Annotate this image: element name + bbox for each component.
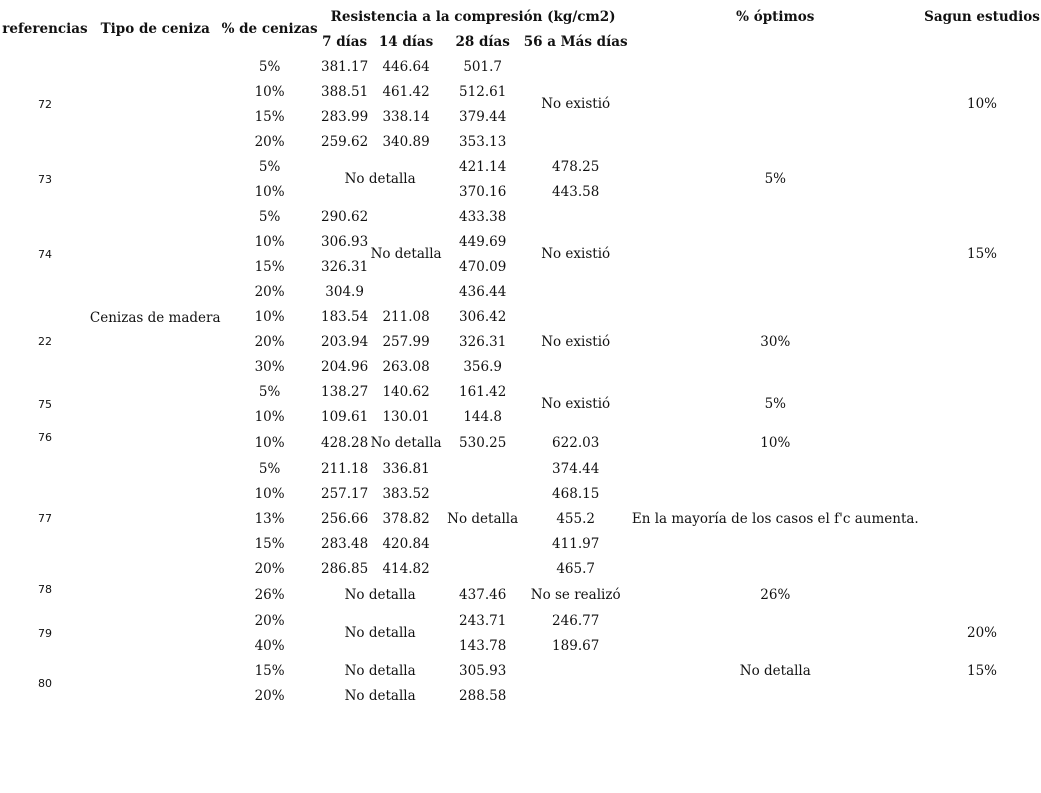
d28-cell: 433.38 (459, 208, 507, 225)
d14-cell: 383.52 (382, 485, 430, 502)
d56-cell: 465.7 (556, 560, 595, 577)
d56-cell: 374.44 (552, 460, 600, 477)
d28-cell: 288.58 (459, 687, 507, 704)
d14-cell: 461.42 (382, 83, 430, 100)
estudios-cell: 15% (966, 246, 997, 262)
ref-cell: 79 (37, 626, 52, 640)
pct-cell: 15% (254, 258, 285, 275)
d7-cell: 304.9 (325, 283, 364, 300)
d7-cell: 428.28 (320, 434, 369, 451)
d14-cell: 140.62 (382, 383, 430, 400)
ref-cell: 22 (37, 335, 52, 348)
optimos-cell: 30% (760, 333, 791, 350)
d7-cell: 290.62 (320, 208, 369, 225)
d28-cell: No detalla (447, 510, 519, 527)
d14-cell: 414.82 (382, 560, 430, 577)
d7-cell: 203.94 (320, 333, 369, 350)
table-row (0, 54, 1041, 79)
d7-cell: 286.85 (320, 560, 369, 577)
d7-cell: 211.18 (320, 460, 369, 477)
d14-cell: 378.82 (382, 510, 430, 527)
no-detalla-cell: No detalla (370, 246, 442, 262)
d28-cell: 353.13 (459, 133, 507, 150)
pct-cell: 20% (254, 560, 285, 577)
optimos-cell: 5% (764, 396, 786, 412)
pct-cell: 40% (254, 637, 285, 654)
ref-cell: 78 (37, 583, 52, 596)
optimos-cell: No detalla (739, 662, 811, 679)
no-detalla-cell: No detalla (344, 171, 416, 187)
pct-cell: 5% (258, 383, 281, 400)
ref-cell: 72 (37, 97, 52, 111)
pct-cell: 15% (254, 108, 285, 125)
pct-cell: 26% (254, 586, 285, 603)
optimos-cell: 26% (760, 586, 791, 603)
header-tipo-ceniza: Tipo de ceniza (100, 21, 210, 37)
pct-cell: 20% (254, 687, 285, 704)
d14-cell: 340.89 (382, 133, 430, 150)
d56-cell: No se realizó (530, 586, 621, 603)
d7-cell: 306.93 (320, 233, 369, 250)
d28-cell: 379.44 (459, 108, 507, 125)
d14-cell: 263.08 (382, 358, 430, 375)
d56-cell: 478.25 (552, 158, 600, 175)
d28-cell: 530.25 (459, 434, 507, 451)
header-7-dias: 7 días (322, 34, 368, 50)
d28-cell: 421.14 (459, 158, 507, 175)
optimos-cell: En la mayoría de los casos el f'c aumenta. (631, 510, 919, 527)
d56-cell: No existió (541, 96, 611, 112)
d14-cell: 130.01 (382, 408, 430, 425)
ref-cell: 75 (37, 397, 52, 411)
header-referencias: referencias (2, 21, 88, 37)
pct-cell: 10% (254, 233, 285, 250)
d28-cell: 161.42 (459, 383, 507, 400)
no-detalla-cell: No detalla (344, 687, 416, 704)
header-optimos: % óptimos (736, 9, 815, 25)
d14-cell: 336.81 (382, 460, 430, 477)
pct-cell: 15% (254, 535, 285, 552)
d56-cell: 622.03 (552, 434, 600, 451)
table-row (0, 581, 1041, 608)
d28-cell: 370.16 (459, 183, 507, 200)
d28-cell: 306.42 (459, 308, 507, 325)
d7-cell: 283.99 (320, 108, 369, 125)
pct-cell: 5% (258, 208, 281, 225)
d56-cell: No existió (541, 333, 611, 350)
pct-cell: 10% (254, 308, 285, 325)
d28-cell: 243.71 (459, 612, 507, 629)
d7-cell: 326.31 (320, 258, 369, 275)
no-detalla-cell: No detalla (344, 586, 416, 603)
d7-cell: 183.54 (320, 308, 369, 325)
d56-cell: 411.97 (552, 535, 600, 552)
pct-cell: 10% (254, 83, 285, 100)
pct-cell: 10% (254, 485, 285, 502)
header-resistencia: Resistencia a la compresión (kg/cm2) (330, 9, 616, 25)
header-estudios: Sagun estudios (924, 9, 1040, 25)
d28-cell: 501.7 (463, 58, 502, 75)
header-56-dias: 56 a Más días (523, 34, 628, 50)
pct-cell: 5% (258, 460, 281, 477)
estudios-cell: 10% (966, 96, 997, 112)
d28-cell: 512.61 (459, 83, 507, 100)
pct-cell: 20% (254, 283, 285, 300)
pct-cell: 10% (254, 408, 285, 425)
d14-cell: 338.14 (382, 108, 430, 125)
optimos-cell: 5% (764, 171, 786, 187)
d28-cell: 437.46 (459, 586, 507, 603)
d7-cell: 388.51 (320, 83, 369, 100)
d28-cell: 356.9 (463, 358, 502, 375)
pct-cell: 15% (254, 662, 285, 679)
pct-cell: 20% (254, 612, 285, 629)
d28-cell: 326.31 (459, 333, 507, 350)
pct-cell: 20% (254, 333, 285, 350)
d7-cell: 256.66 (320, 510, 369, 527)
d7-cell: 381.17 (320, 58, 369, 75)
optimos-cell: 10% (760, 434, 791, 451)
header-14-dias: 14 días (378, 34, 434, 50)
d56-cell: No existió (541, 246, 611, 262)
pct-cell: 5% (258, 58, 281, 75)
d56-cell: 455.2 (556, 510, 595, 527)
d7-cell: 204.96 (320, 358, 369, 375)
compression-table (0, 4, 1041, 708)
table-row (0, 608, 1041, 633)
ref-cell: 77 (37, 512, 52, 525)
d14-cell: No detalla (370, 434, 442, 451)
d28-cell: 449.69 (459, 233, 507, 250)
pct-cell: 5% (258, 158, 281, 175)
header-pct-cenizas: % de cenizas (221, 21, 318, 37)
pct-cell: 30% (254, 358, 285, 375)
d14-cell: 211.08 (382, 308, 430, 325)
d28-cell: 436.44 (459, 283, 507, 300)
d56-cell: 468.15 (552, 485, 600, 502)
d56-cell: No existió (541, 396, 611, 412)
d28-cell: 143.78 (459, 637, 507, 654)
no-detalla-cell: No detalla (344, 625, 416, 641)
d56-cell: 246.77 (552, 612, 600, 629)
ash-type-cell: Cenizas de madera (89, 309, 221, 326)
pct-cell: 10% (254, 434, 285, 451)
d7-cell: 283.48 (320, 535, 369, 552)
pct-cell: 20% (254, 133, 285, 150)
d14-cell: 420.84 (382, 535, 430, 552)
d28-cell: 470.09 (459, 258, 507, 275)
estudios-cell: 15% (966, 662, 997, 679)
d28-cell: 305.93 (459, 662, 507, 679)
estudios-cell: 20% (966, 625, 997, 641)
no-detalla-cell: No detalla (344, 662, 416, 679)
d56-cell: 189.67 (552, 637, 600, 654)
d7-cell: 138.27 (320, 383, 369, 400)
d7-cell: 259.62 (320, 133, 369, 150)
header-28-dias: 28 días (455, 34, 510, 50)
ref-cell: 73 (37, 172, 52, 186)
d14-cell: 257.99 (382, 333, 430, 350)
d56-cell: 443.58 (552, 183, 600, 200)
d7-cell: 257.17 (320, 485, 369, 502)
d7-cell: 109.61 (320, 408, 369, 425)
ref-cell: 74 (37, 247, 52, 261)
pct-cell: 10% (254, 183, 285, 200)
pct-cell: 13% (254, 510, 285, 527)
ref-cell: 76 (37, 431, 52, 444)
d28-cell: 144.8 (463, 408, 502, 425)
d14-cell: 446.64 (382, 58, 430, 75)
ref-cell: 80 (37, 676, 52, 690)
